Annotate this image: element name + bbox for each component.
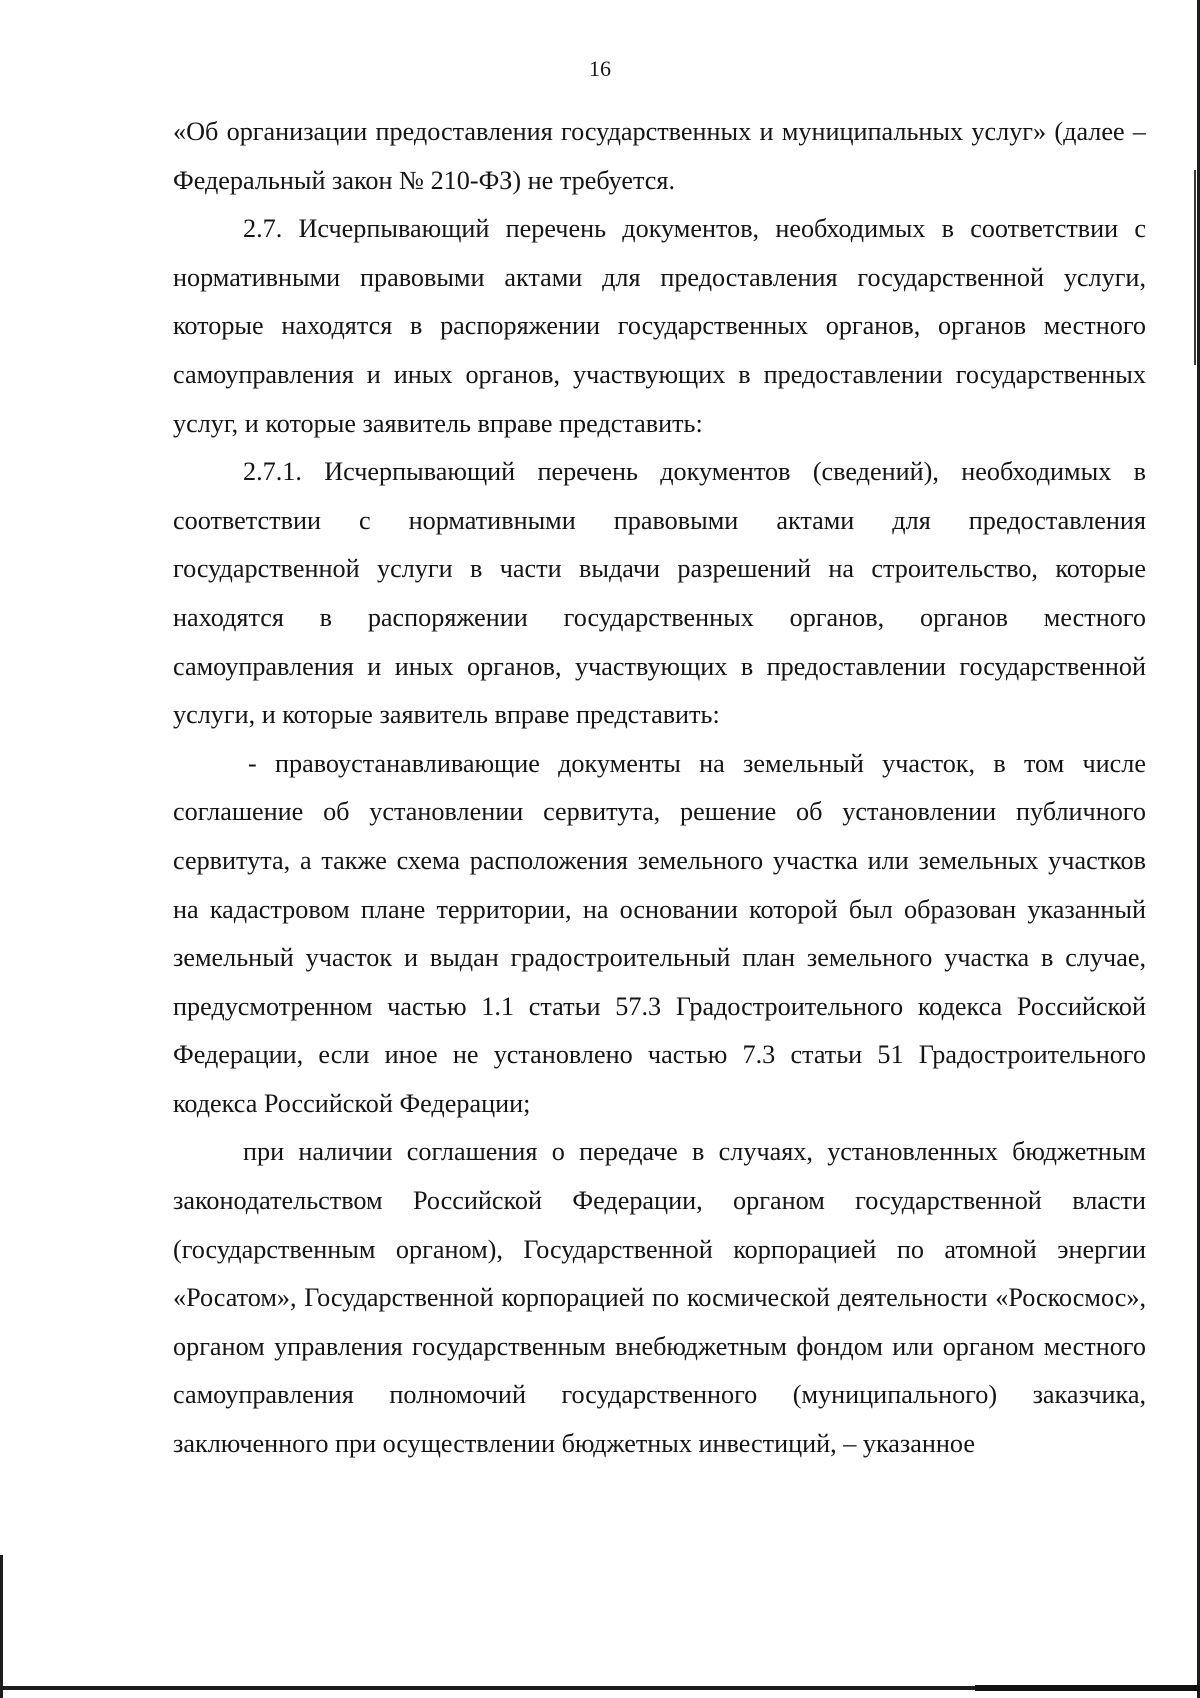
paragraph-agreement: при наличии соглашения о передаче в случаях, установленных бюджетным законодательством Российской Федерации, органом государственной власти (государственным органом), Государственной корпорацией по атомной энергии «Росатом», Государственной корпорацией по космической деятельности «Роскосмос», органом управления государственным внебюджетным фондом или органом местного самоуправления полномочий государственного (муниципального) заказчика, заключенного при осуществлении бюджетных инвестиций, – указанное [173,1137,1146,1459]
scan-edge-left [0,1555,3,1698]
paragraph-2-7: 2.7. Исчерпывающий перечень документов, необходимых в соответствии с нормативными правовыми актами для предоставления государственной услуги, которые находятся в распоряжении государственных органов, органов местного самоуправления и иных органов, участвующих в предоставлении государственных услуг, и которые заявитель вправе представить: [173,214,1146,438]
paragraph-continuation: «Об организации предоставления государственных и муниципальных услуг» (далее – Федеральный закон № 210-ФЗ) не требуется. [173,117,1146,195]
list-item-land-documents: - правоустанавливающие документы на земельный участок, в том числе соглашение об установлении сервитута, решение об установлении публичного сервитута, а также схема расположения земельного участка или земельных участков на кадастровом плане территории, на основании которой был образован указанный земельный участок и выдан градостроительный план земельного участка в случае, предусмотренном частью 1.1 статьи 57.3 Градостроительного кодекса Российской Федерации, если иное не установлено частью 7.3 статьи 51 Градостроительного кодекса Российской Федерации; [173,748,1146,1118]
document-body [173,108,1146,1469]
scan-mark-right [1194,170,1196,365]
paragraph-2-7-1: 2.7.1. Исчерпывающий перечень документов (сведений), необходимых в соответствии с нормативными правовыми актами для предоставления государственной услуги в части выдачи разрешений на строительство, которые находятся в распоряжении государственных органов, органов местного самоуправления и иных органов, участвующих в предоставлении государственной услуги, и которые заявитель вправе представить: [173,457,1146,730]
page-number: 16 [589,56,611,81]
scan-edge-bottom-thick [975,1685,1200,1691]
